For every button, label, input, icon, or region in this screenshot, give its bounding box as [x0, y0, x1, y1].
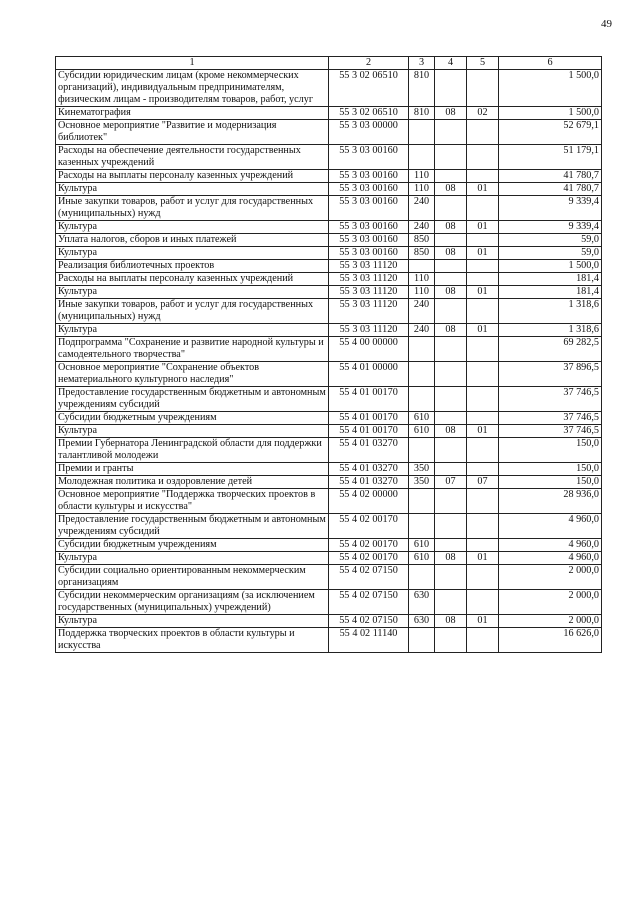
subsection	[467, 120, 499, 145]
subsection	[467, 438, 499, 463]
expense-type: 110	[409, 170, 435, 183]
amount: 59,0	[499, 247, 602, 260]
subsection: 01	[467, 286, 499, 299]
subsection	[467, 463, 499, 476]
table-row	[56, 234, 602, 247]
row-name: Культура	[56, 183, 329, 196]
table-row	[56, 628, 602, 653]
subsection	[467, 196, 499, 221]
expense-type: 240	[409, 221, 435, 234]
amount: 150,0	[499, 438, 602, 463]
section	[435, 120, 467, 145]
table-row	[56, 590, 602, 615]
expense-type: 610	[409, 425, 435, 438]
target-code: 55 3 03 00160	[329, 183, 409, 196]
expense-type: 850	[409, 234, 435, 247]
amount: 37 896,5	[499, 362, 602, 387]
subsection	[467, 170, 499, 183]
subsection	[467, 234, 499, 247]
target-code: 55 4 01 03270	[329, 463, 409, 476]
table-row	[56, 489, 602, 514]
row-name: Культура	[56, 615, 329, 628]
row-name: Субсидии бюджетным учреждениям	[56, 412, 329, 425]
subsection: 01	[467, 425, 499, 438]
amount: 4 960,0	[499, 514, 602, 539]
expense-type	[409, 337, 435, 362]
table-row	[56, 183, 602, 196]
section	[435, 438, 467, 463]
table-row	[56, 196, 602, 221]
amount: 2 000,0	[499, 615, 602, 628]
expense-type: 810	[409, 107, 435, 120]
target-code: 55 4 02 00170	[329, 514, 409, 539]
amount: 4 960,0	[499, 539, 602, 552]
table-row	[56, 120, 602, 145]
expense-type	[409, 260, 435, 273]
target-code: 55 3 03 11120	[329, 299, 409, 324]
section: 07	[435, 476, 467, 489]
target-code: 55 4 01 00000	[329, 362, 409, 387]
table-body	[56, 70, 602, 653]
amount: 59,0	[499, 234, 602, 247]
subsection	[467, 565, 499, 590]
expense-type: 630	[409, 590, 435, 615]
target-code: 55 3 03 00000	[329, 120, 409, 145]
amount: 4 960,0	[499, 552, 602, 565]
section	[435, 70, 467, 107]
target-code: 55 3 03 11120	[329, 324, 409, 337]
target-code: 55 4 02 07150	[329, 565, 409, 590]
column-header-5: 5	[467, 57, 499, 70]
row-name: Субсидии некоммерческим организациям (за исключением государственных (муниципальных) учреждений)	[56, 590, 329, 615]
target-code: 55 3 03 11120	[329, 260, 409, 273]
section	[435, 514, 467, 539]
table-row	[56, 362, 602, 387]
column-header-3: 3	[409, 57, 435, 70]
target-code: 55 3 03 00160	[329, 170, 409, 183]
table-row	[56, 565, 602, 590]
subsection: 01	[467, 247, 499, 260]
section: 08	[435, 221, 467, 234]
table-row	[56, 387, 602, 412]
row-name: Культура	[56, 247, 329, 260]
section	[435, 299, 467, 324]
target-code: 55 4 02 07150	[329, 615, 409, 628]
subsection	[467, 260, 499, 273]
expense-type: 240	[409, 196, 435, 221]
row-name: Реализация библиотечных проектов	[56, 260, 329, 273]
section	[435, 196, 467, 221]
table-row	[56, 438, 602, 463]
amount: 1 500,0	[499, 70, 602, 107]
expense-type	[409, 145, 435, 170]
section	[435, 273, 467, 286]
subsection	[467, 514, 499, 539]
section: 08	[435, 286, 467, 299]
subsection	[467, 628, 499, 653]
section: 08	[435, 425, 467, 438]
expense-type: 850	[409, 247, 435, 260]
target-code: 55 3 03 11120	[329, 286, 409, 299]
section	[435, 234, 467, 247]
row-name: Культура	[56, 286, 329, 299]
target-code: 55 3 02 06510	[329, 107, 409, 120]
section: 08	[435, 615, 467, 628]
expense-type	[409, 362, 435, 387]
section	[435, 463, 467, 476]
table-row	[56, 514, 602, 539]
section	[435, 337, 467, 362]
target-code: 55 3 03 00160	[329, 234, 409, 247]
expense-type: 350	[409, 463, 435, 476]
subsection: 07	[467, 476, 499, 489]
section: 08	[435, 183, 467, 196]
row-name: Основное мероприятие "Сохранение объектов нематериального культурного наследия"	[56, 362, 329, 387]
section	[435, 362, 467, 387]
table-row	[56, 273, 602, 286]
row-name: Субсидии юридическим лицам (кроме некоммерческих организаций), индивидуальным предпринимателям, физическим лицам - производителям товаров, работ, услуг	[56, 70, 329, 107]
amount: 37 746,5	[499, 412, 602, 425]
amount: 51 179,1	[499, 145, 602, 170]
subsection	[467, 539, 499, 552]
expense-type	[409, 120, 435, 145]
table-row	[56, 552, 602, 565]
row-name: Расходы на обеспечение деятельности государственных казенных учреждений	[56, 145, 329, 170]
row-name: Субсидии бюджетным учреждениям	[56, 539, 329, 552]
expense-type	[409, 514, 435, 539]
subsection	[467, 273, 499, 286]
target-code: 55 4 01 00170	[329, 425, 409, 438]
amount: 181,4	[499, 286, 602, 299]
table-row	[56, 299, 602, 324]
expense-type	[409, 628, 435, 653]
amount: 41 780,7	[499, 183, 602, 196]
row-name: Основное мероприятие "Развитие и модернизация библиотек"	[56, 120, 329, 145]
amount: 41 780,7	[499, 170, 602, 183]
section: 08	[435, 552, 467, 565]
expense-type: 610	[409, 539, 435, 552]
table-header-row	[56, 57, 602, 70]
subsection	[467, 387, 499, 412]
row-name: Премии и гранты	[56, 463, 329, 476]
row-name: Субсидии социально ориентированным некоммерческим организациям	[56, 565, 329, 590]
row-name: Молодежная политика и оздоровление детей	[56, 476, 329, 489]
section	[435, 170, 467, 183]
subsection	[467, 590, 499, 615]
amount: 52 679,1	[499, 120, 602, 145]
table-row	[56, 539, 602, 552]
amount: 2 000,0	[499, 590, 602, 615]
table-row	[56, 615, 602, 628]
section	[435, 590, 467, 615]
expense-type	[409, 489, 435, 514]
subsection	[467, 299, 499, 324]
expense-type: 610	[409, 412, 435, 425]
amount: 37 746,5	[499, 387, 602, 412]
expense-type: 610	[409, 552, 435, 565]
row-name: Иные закупки товаров, работ и услуг для государственных (муниципальных) нужд	[56, 299, 329, 324]
target-code: 55 4 02 11140	[329, 628, 409, 653]
row-name: Основное мероприятие "Поддержка творческих проектов в области культуры и искусства"	[56, 489, 329, 514]
expense-type: 240	[409, 324, 435, 337]
expense-type	[409, 565, 435, 590]
column-header-6: 6	[499, 57, 602, 70]
amount: 16 626,0	[499, 628, 602, 653]
expense-type: 240	[409, 299, 435, 324]
target-code: 55 3 03 00160	[329, 145, 409, 170]
table-row	[56, 337, 602, 362]
subsection: 01	[467, 552, 499, 565]
table-row	[56, 476, 602, 489]
amount: 28 936,0	[499, 489, 602, 514]
row-name: Расходы на выплаты персоналу казенных учреждений	[56, 273, 329, 286]
row-name: Уплата налогов, сборов и иных платежей	[56, 234, 329, 247]
subsection: 01	[467, 183, 499, 196]
table-row	[56, 170, 602, 183]
row-name: Расходы на выплаты персоналу казенных учреждений	[56, 170, 329, 183]
table-row	[56, 463, 602, 476]
table-row	[56, 412, 602, 425]
row-name: Премии Губернатора Ленинградской области для поддержки талантливой молодежи	[56, 438, 329, 463]
target-code: 55 4 01 00170	[329, 412, 409, 425]
table-row	[56, 70, 602, 107]
target-code: 55 4 01 03270	[329, 476, 409, 489]
target-code: 55 4 02 00000	[329, 489, 409, 514]
row-name: Иные закупки товаров, работ и услуг для государственных (муниципальных) нужд	[56, 196, 329, 221]
page-number: 49	[601, 18, 612, 30]
subsection	[467, 362, 499, 387]
target-code: 55 3 03 00160	[329, 247, 409, 260]
expense-type: 110	[409, 286, 435, 299]
amount: 2 000,0	[499, 565, 602, 590]
subsection	[467, 337, 499, 362]
table-row	[56, 425, 602, 438]
row-name: Поддержка творческих проектов в области культуры и искусства	[56, 628, 329, 653]
subsection	[467, 412, 499, 425]
section: 08	[435, 247, 467, 260]
column-header-1: 1	[56, 57, 329, 70]
target-code: 55 4 02 00170	[329, 539, 409, 552]
target-code: 55 3 03 00160	[329, 196, 409, 221]
expense-type: 350	[409, 476, 435, 489]
amount: 1 318,6	[499, 324, 602, 337]
amount: 69 282,5	[499, 337, 602, 362]
target-code: 55 4 01 03270	[329, 438, 409, 463]
row-name: Кинематография	[56, 107, 329, 120]
amount: 181,4	[499, 273, 602, 286]
amount: 150,0	[499, 476, 602, 489]
target-code: 55 3 03 00160	[329, 221, 409, 234]
amount: 150,0	[499, 463, 602, 476]
section	[435, 260, 467, 273]
target-code: 55 4 01 00170	[329, 387, 409, 412]
section	[435, 539, 467, 552]
subsection: 01	[467, 324, 499, 337]
row-name: Культура	[56, 221, 329, 234]
expense-type: 630	[409, 615, 435, 628]
table-row	[56, 286, 602, 299]
target-code: 55 4 02 00170	[329, 552, 409, 565]
table-row	[56, 107, 602, 120]
amount: 37 746,5	[499, 425, 602, 438]
section	[435, 387, 467, 412]
amount: 1 500,0	[499, 107, 602, 120]
row-name: Культура	[56, 425, 329, 438]
amount: 9 339,4	[499, 196, 602, 221]
expense-type: 110	[409, 183, 435, 196]
section	[435, 145, 467, 170]
column-header-4: 4	[435, 57, 467, 70]
target-code: 55 3 03 11120	[329, 273, 409, 286]
subsection: 01	[467, 615, 499, 628]
table-row	[56, 221, 602, 234]
table-row	[56, 324, 602, 337]
row-name: Культура	[56, 552, 329, 565]
expense-type: 110	[409, 273, 435, 286]
target-code: 55 3 02 06510	[329, 70, 409, 107]
section	[435, 565, 467, 590]
section	[435, 412, 467, 425]
expense-type	[409, 438, 435, 463]
budget-table	[55, 56, 602, 653]
table-row	[56, 145, 602, 170]
expense-type: 810	[409, 70, 435, 107]
expense-type	[409, 387, 435, 412]
table-row	[56, 260, 602, 273]
target-code: 55 4 00 00000	[329, 337, 409, 362]
subsection: 01	[467, 221, 499, 234]
section: 08	[435, 324, 467, 337]
section	[435, 628, 467, 653]
subsection: 02	[467, 107, 499, 120]
row-name: Предоставление государственным бюджетным и автономным учреждениям субсидий	[56, 514, 329, 539]
subsection	[467, 70, 499, 107]
amount: 1 318,6	[499, 299, 602, 324]
table-row	[56, 247, 602, 260]
subsection	[467, 145, 499, 170]
section	[435, 489, 467, 514]
subsection	[467, 489, 499, 514]
row-name: Культура	[56, 324, 329, 337]
column-header-2: 2	[329, 57, 409, 70]
target-code: 55 4 02 07150	[329, 590, 409, 615]
section: 08	[435, 107, 467, 120]
row-name: Предоставление государственным бюджетным и автономным учреждениям субсидий	[56, 387, 329, 412]
amount: 9 339,4	[499, 221, 602, 234]
row-name: Подпрограмма "Сохранение и развитие народной культуры и самодеятельного творчества"	[56, 337, 329, 362]
amount: 1 500,0	[499, 260, 602, 273]
